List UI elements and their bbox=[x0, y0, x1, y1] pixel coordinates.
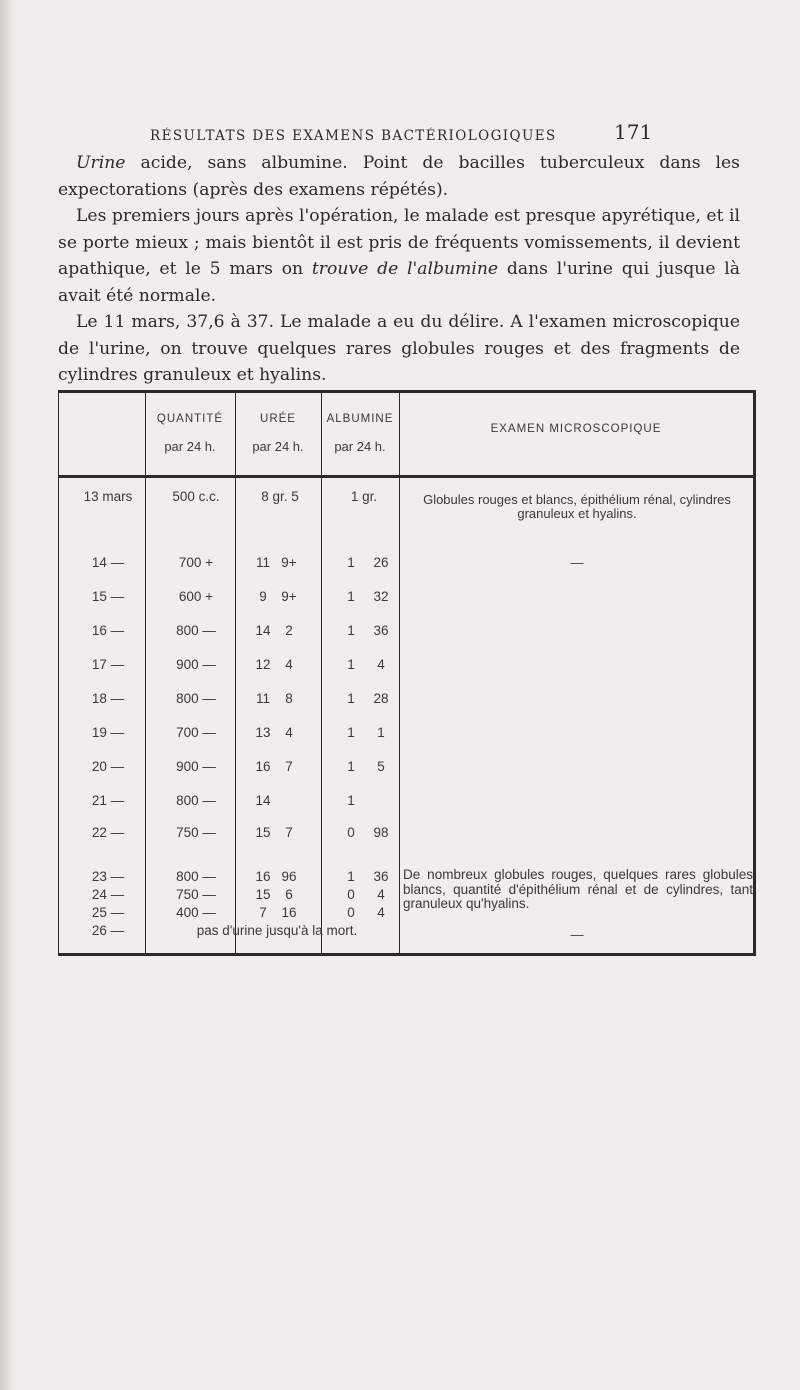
table-row: 23 — 800 — 16 96 1 36 bbox=[91, 869, 389, 884]
table-row: 26 — bbox=[91, 923, 125, 938]
header-quantity: QUANTITÉ par 24 h. bbox=[156, 413, 224, 454]
body-text bbox=[58, 150, 740, 389]
running-title: RÉSULTATS DES EXAMENS BACTÉRIOLOGIQUES bbox=[150, 128, 557, 144]
table-row: 15 — 600 + 9 9+ 1 32 bbox=[91, 589, 389, 604]
table-row: 17 — 900 — 12 4 1 4 bbox=[91, 657, 385, 672]
paragraph-3: Le 11 mars, 37,6 à 37. Le malade a eu du délire. A l'examen microscopique de l'urine, on trouve quelques rares globules rouges et des fragments de cylindres granuleux et hyalins. bbox=[58, 312, 740, 385]
table-row: 19 — 700 — 13 4 1 1 bbox=[91, 725, 385, 740]
exam-23-25-mars: De nombreux globules rouges, quelques rares globules blancs, quantité d'épithélium rénal et de cylindres, tant granuleux qu'hyalins. bbox=[403, 867, 753, 911]
table-row: 14 — 700 + 11 9+ 1 26 bbox=[91, 555, 389, 570]
table-row: 24 — 750 — 15 6 0 4 bbox=[91, 887, 385, 902]
paragraph-2: Les premiers jours après l'opération, le malade est presque apyrétique, et il se porte mieux ; mais bientôt il est pris de fréquents vomissements, il devient apathique, et le 5 mars on trouve de l'albumine dans l'urine qui jusque là avait été normale. bbox=[58, 206, 741, 306]
table-row: 13 mars 500 c.c. 8 gr. 5 1 gr. bbox=[83, 489, 378, 504]
table-row: 20 — 900 — 16 7 1 5 bbox=[91, 759, 385, 774]
exam-26-dash: — bbox=[570, 927, 584, 942]
exam-13-mars: Globules rouges et blancs, épithélium rénal, cylindres granuleux et hyalins. bbox=[423, 492, 731, 521]
exam-14-dash: — bbox=[570, 555, 584, 570]
header-examen: EXAMEN MICROSCOPIQUE bbox=[490, 423, 662, 435]
page-edge-shadow bbox=[0, 0, 14, 1390]
table-row: 25 — 400 — 7 16 0 4 bbox=[91, 905, 385, 920]
header-uree: URÉE par 24 h. bbox=[252, 413, 304, 454]
page-number: 171 bbox=[614, 120, 653, 144]
header-albumine: ALBUMINE par 24 h. bbox=[326, 413, 394, 454]
paragraph-1: Urine acide, sans albumine. Point de bacilles tuberculeux dans les expectorations (après des examens répétés). bbox=[58, 153, 740, 200]
urine-analysis-table bbox=[58, 390, 756, 956]
table-row: 16 — 800 — 14 2 1 36 bbox=[91, 623, 389, 638]
table-row: 22 — 750 — 15 7 0 98 bbox=[91, 825, 389, 840]
table-row: 18 — 800 — 11 8 1 28 bbox=[91, 691, 389, 706]
note-26-mars: pas d'urine jusqu'à la mort. bbox=[196, 923, 358, 938]
table-row: 21 — 800 — 14 1 bbox=[91, 793, 355, 808]
header-rule bbox=[59, 475, 753, 478]
